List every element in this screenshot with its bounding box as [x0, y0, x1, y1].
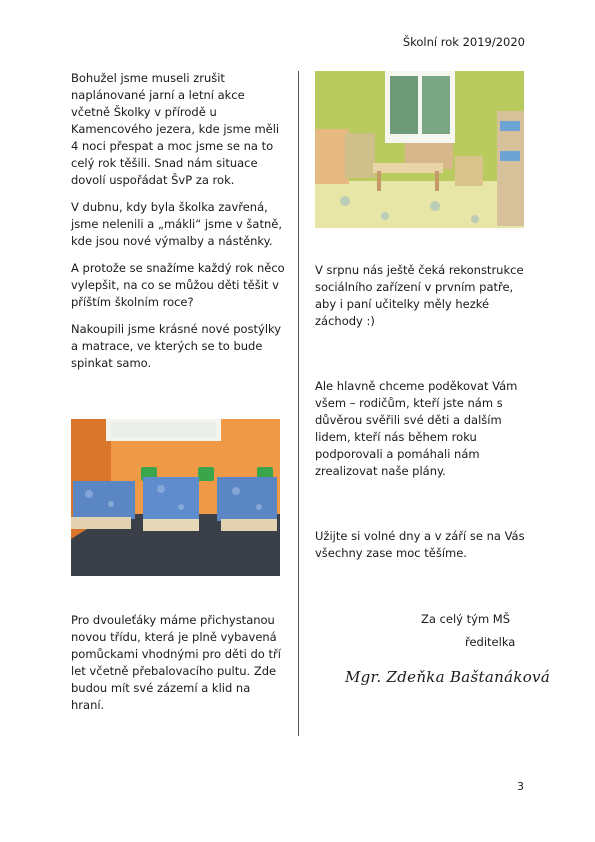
paragraph-cloakroom: V dubnu, kdy byla školka zavřená, jsme nelenili a „mákli“ jsme v šatně, kde jsou nové výmalby a nástěnky. — [71, 200, 283, 248]
left-column-bottom — [71, 612, 285, 724]
paragraph-reconstruction: V srpnu nás ještě čeká rekonstrukce sociálního zařízení v prvním patře, aby i paní učitelky měly hezké záchody :) — [315, 263, 524, 328]
left-column — [71, 70, 285, 382]
paragraph-new-beds: Nakoupili jsme krásné nové postýlky a matrace, ve kterých se to bude spinkat samo. — [71, 322, 282, 370]
paragraph-cancelled-events: Bohužel jsme museli zrušit naplánované jarní a letní akce včetně Školky v přírodě u Kamencového jezera, kde jsme měli 4 noci přespat a moc jsme se na to celý rok těšili. Snad nám situace dovolí uspořádat ŠvP za rok. — [71, 71, 280, 187]
right-column-reconstruction — [315, 262, 530, 340]
paragraph-holidays: Užijte si volné dny a v září se na Vás všechny zase moc těšíme. — [315, 529, 525, 560]
signoff-role: ředitelka — [465, 635, 516, 649]
beds-photo — [71, 419, 280, 576]
signoff-team: Za celý tým MŠ — [421, 612, 511, 626]
paragraph-improvements: A protože se snažíme každý rok něco vylepšit, na co se můžou děti těšit v příštím školním roce? — [71, 261, 285, 309]
paragraph-thanks: Ale hlavně chceme poděkovat Vám všem – rodičům, kteří jste nám s důvěrou svěřili své děti a dalším lidem, kteří nás během roku podporovali a pomáhali nám zrealizovat naše plány. — [315, 379, 518, 478]
school-year-header: Školní rok 2019/2020 — [402, 35, 525, 49]
right-column-holidays — [315, 528, 530, 572]
right-column-thanks — [315, 378, 530, 490]
classroom-photo — [315, 71, 524, 228]
column-divider — [298, 71, 299, 736]
handwritten-signature: Mgr. Zdeňka Baštanáková — [345, 668, 551, 686]
paragraph-toddler-class: Pro dvouleťáky máme přichystanou novou třídu, která je plně vybavená pomůckami vhodnými pro děti do tří let včetně přebalovacího pultu. Zde budou mít své zázemí a klid na hraní. — [71, 613, 281, 712]
page-number: 3 — [517, 780, 524, 793]
